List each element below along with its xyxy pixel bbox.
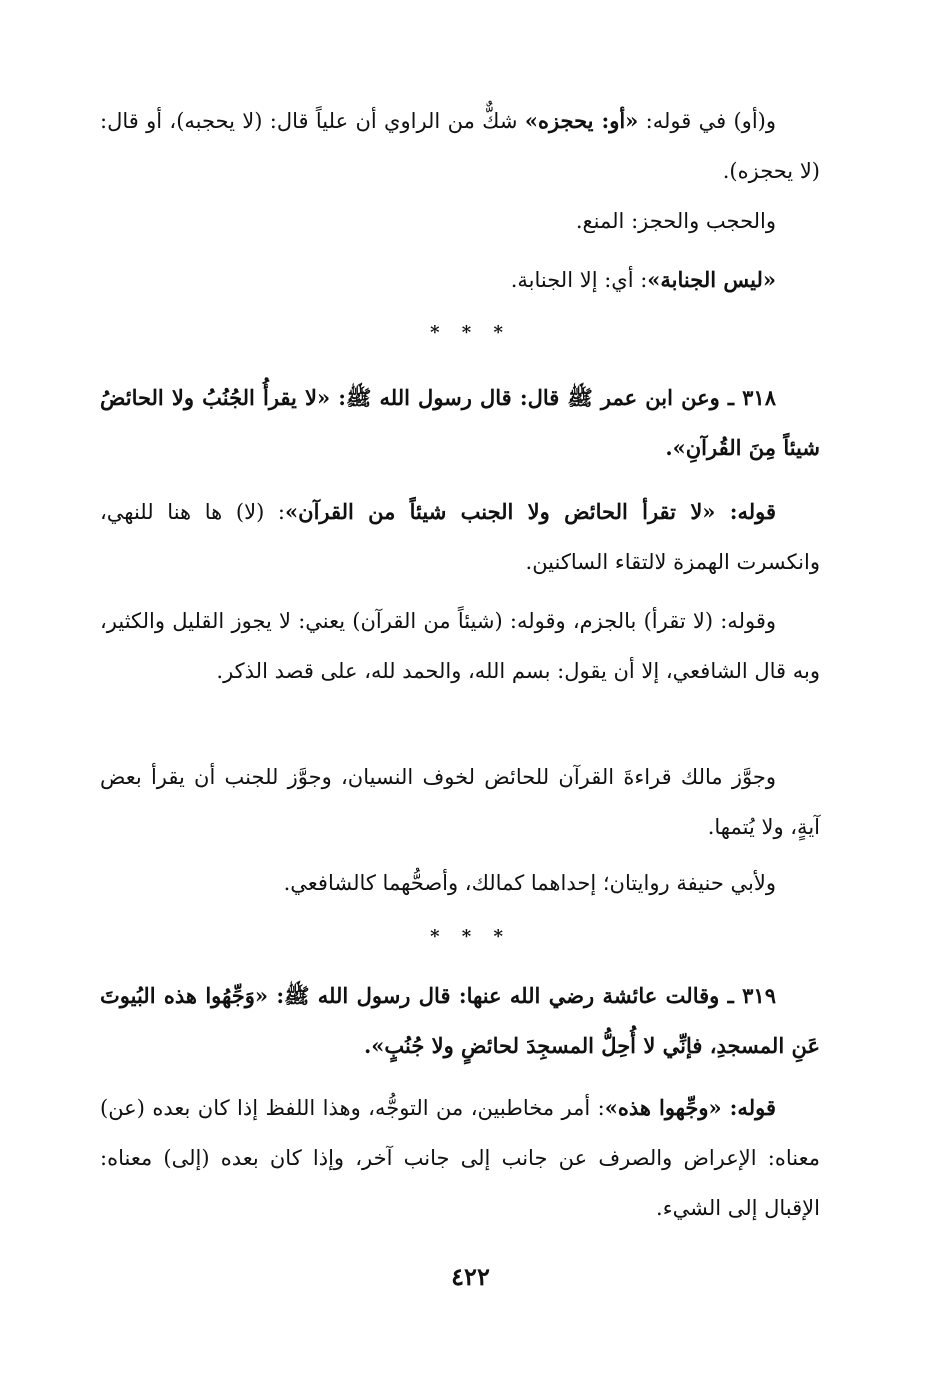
text-run: : أي: إلا الجنابة.: [510, 268, 648, 292]
paragraph-block: [100, 487, 820, 587]
paragraph-block: [100, 255, 820, 305]
bold-text-run: قوله: «لا تقرأ الحائض ولا الجنب شيئاً من القرآن»: [285, 499, 777, 524]
text-run: ولأبي حنيفة روايتان؛ إحداهما كمالك، وأصحُّهما كالشافعي.: [283, 871, 776, 895]
paragraph-block: [100, 1083, 820, 1233]
paragraph-block: [100, 96, 820, 196]
bold-text-run: ٣١٨ ـ وعن ابن عمر ﷺ قال: قال رسول الله ﷺ: «لا يقرأُ الجُنُبُ ولا الحائضُ شيئاً مِنَ القُرآنِ».: [100, 385, 820, 460]
hadith-heading: [100, 373, 820, 473]
bold-text-run: قوله: «وجِّهوا هذه»: [604, 1095, 776, 1120]
text-run: والحجب والحجز: المنع.: [575, 209, 776, 233]
text-run: : أمر مخاطبين، من التوجُّه، وهذا اللفظ إذا كان بعده (عن) معناه: الإعراض والصرف عن جانب إلى جانب آخر، وإذا كان بعده (إلى) معناه: الإقبال إلى الشيء.: [100, 1096, 820, 1220]
text-run: : (لا) ها هنا للنهي، وانكسرت الهمزة لالتقاء الساكنين.: [100, 500, 820, 574]
paragraph-block: [100, 858, 820, 908]
paragraph-block: [100, 196, 820, 246]
bold-text-run: «ليس الجنابة»: [647, 267, 776, 292]
bold-text-run: «أو: يحجزه»: [524, 108, 639, 133]
section-separator: * * *: [430, 322, 511, 343]
text-run: وجوَّز مالك قراءةَ القرآن للحائض لخوف النسيان، وجوَّز للجنب أن يقرأ بعض آيةٍ، ولا يُتمها.: [100, 765, 820, 839]
text-run: وقوله: (لا تقرأ) بالجزم، وقوله: (شيئاً من القرآن) يعني: لا يجوز القليل والكثير، وبه قال الشافعي، إلا أن يقول: بسم الله، والحمد لله، على قصد الذكر.: [100, 609, 820, 683]
paragraph-block: [100, 752, 820, 852]
text-run: شكٌّ من الراوي أن علياً قال: (لا يحجبه)، أو قال: (لا يحجزه).: [100, 109, 820, 183]
paragraph-block: [100, 596, 820, 696]
bold-text-run: ٣١٩ ـ وقالت عائشة رضي الله عنها: قال رسول الله ﷺ: «وَجِّهُوا هذه البُيوتَ عَنِ المسجدِ، فإنِّي لا أُحِلُّ المسجِدَ لحائضٍ ولا جُنُبٍ».: [100, 983, 820, 1058]
text-run: و(أو) في قوله:: [638, 109, 776, 133]
hadith-heading: [100, 971, 820, 1071]
page-number: ٤٢٢: [451, 1262, 490, 1291]
section-separator: * * *: [430, 926, 511, 947]
